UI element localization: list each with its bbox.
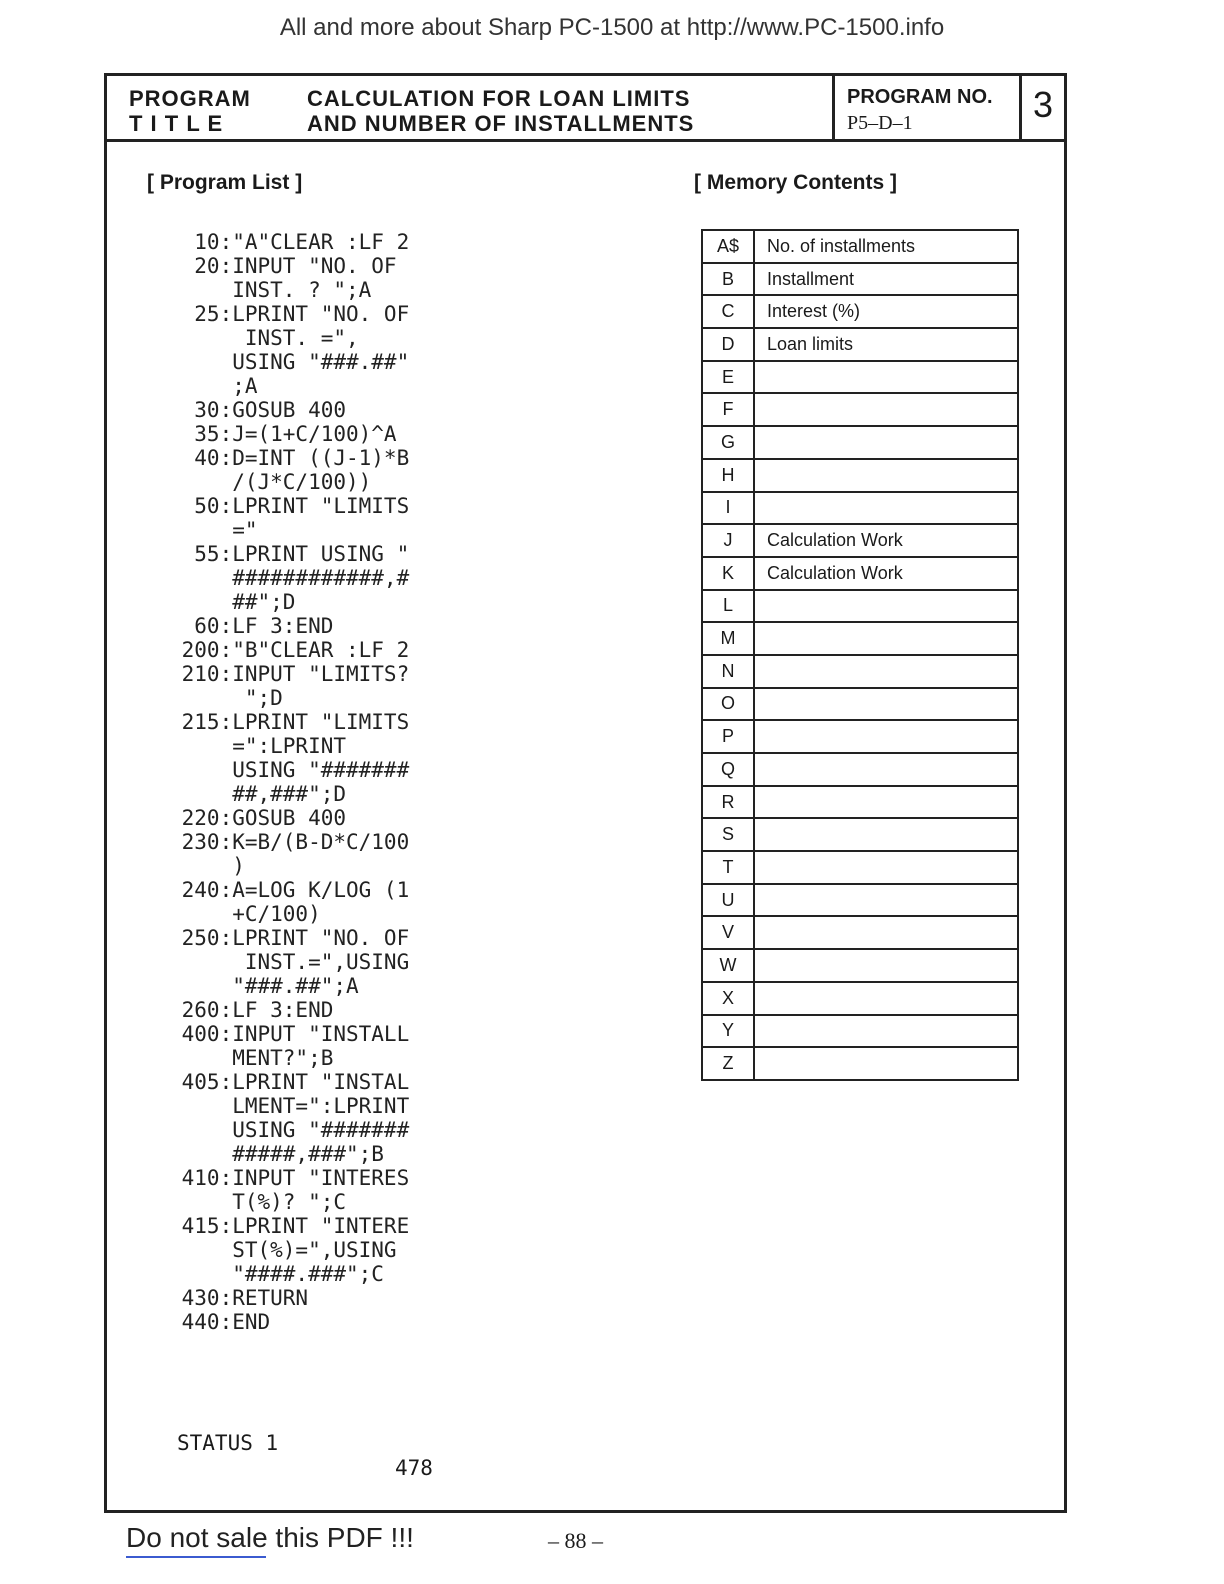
program-no-label: PROGRAM NO. <box>847 86 993 108</box>
program-sheet-frame <box>104 73 1067 1513</box>
memory-key: Z <box>702 1047 754 1080</box>
memory-row <box>702 1015 1018 1048</box>
code-line: 25:LPRINT "NO. OF <box>169 302 410 326</box>
program-title <box>307 86 694 136</box>
program-no-value: P5–D–1 <box>847 112 913 134</box>
code-line: 405:LPRINT "INSTAL <box>169 1070 410 1094</box>
code-line: "####.###";C <box>169 1262 384 1286</box>
code-line: USING "####### <box>169 758 410 782</box>
memory-key: Y <box>702 1015 754 1048</box>
memory-key: A$ <box>702 230 754 263</box>
memory-value <box>754 426 1018 459</box>
code-line: 40:D=INT ((J-1)*B <box>169 446 410 470</box>
code-line: =" <box>169 518 258 542</box>
code-line: ;A <box>169 374 258 398</box>
program-list-heading: [ Program List ] <box>147 171 303 194</box>
code-line: USING "####### <box>169 1118 410 1142</box>
memory-row <box>702 884 1018 917</box>
memory-row <box>702 818 1018 851</box>
memory-key: X <box>702 982 754 1015</box>
memory-row <box>702 851 1018 884</box>
code-line: T(%)? ";C <box>169 1190 347 1214</box>
memory-value <box>754 982 1018 1015</box>
code-line: ##";D <box>169 590 296 614</box>
memory-row <box>702 426 1018 459</box>
memory-value <box>754 459 1018 492</box>
code-line: 10:"A"CLEAR :LF 2 <box>169 230 410 254</box>
memory-value <box>754 884 1018 917</box>
code-line: ############,# <box>169 566 410 590</box>
code-line: ) <box>169 854 245 878</box>
title-block <box>107 76 1064 142</box>
memory-row <box>702 557 1018 590</box>
memory-key: Q <box>702 753 754 786</box>
memory-key: S <box>702 818 754 851</box>
footer-underline <box>126 1556 266 1558</box>
memory-key: M <box>702 622 754 655</box>
code-line: INST. =", <box>169 326 359 350</box>
page-header-url: All and more about Sharp PC-1500 at http://www.PC-1500.info <box>279 14 945 41</box>
code-line: 200:"B"CLEAR :LF 2 <box>169 638 410 662</box>
memory-value <box>754 622 1018 655</box>
label-line-1: PROGRAM <box>129 86 251 111</box>
memory-key: D <box>702 328 754 361</box>
memory-value <box>754 1047 1018 1080</box>
memory-value <box>754 492 1018 525</box>
code-line: =":LPRINT <box>169 734 347 758</box>
memory-key: N <box>702 655 754 688</box>
memory-row <box>702 982 1018 1015</box>
memory-key: O <box>702 688 754 721</box>
memory-row <box>702 720 1018 753</box>
memory-row <box>702 295 1018 328</box>
code-line: ST(%)=",USING <box>169 1238 397 1262</box>
code-line: ";D <box>169 686 283 710</box>
memory-value <box>754 393 1018 426</box>
code-line: 410:INPUT "INTERES <box>169 1166 410 1190</box>
sheet-number: 3 <box>1032 84 1054 125</box>
memory-value: No. of installments <box>754 230 1018 263</box>
code-line: 440:END <box>169 1310 271 1334</box>
memory-value <box>754 916 1018 949</box>
memory-key: I <box>702 492 754 525</box>
code-line: 230:K=B/(B-D*C/100 <box>169 830 410 854</box>
memory-value <box>754 786 1018 819</box>
memory-value: Interest (%) <box>754 295 1018 328</box>
memory-row <box>702 688 1018 721</box>
code-line: 430:RETURN <box>169 1286 309 1310</box>
code-line: 35:J=(1+C/100)^A <box>169 422 397 446</box>
memory-key: G <box>702 426 754 459</box>
divider <box>832 76 835 139</box>
memory-value <box>754 720 1018 753</box>
memory-value: Calculation Work <box>754 524 1018 557</box>
memory-key: J <box>702 524 754 557</box>
status-line: STATUS 1 <box>177 1431 279 1455</box>
memory-row <box>702 328 1018 361</box>
memory-value: Installment <box>754 263 1018 296</box>
memory-row <box>702 786 1018 819</box>
memory-row <box>702 524 1018 557</box>
memory-row <box>702 263 1018 296</box>
code-line: 215:LPRINT "LIMITS <box>169 710 410 734</box>
program-listing <box>169 230 409 1334</box>
memory-row <box>702 949 1018 982</box>
memory-row <box>702 361 1018 394</box>
memory-value <box>754 851 1018 884</box>
memory-value <box>754 590 1018 623</box>
memory-row <box>702 753 1018 786</box>
code-line: 240:A=LOG K/LOG (1 <box>169 878 410 902</box>
memory-key: H <box>702 459 754 492</box>
memory-value <box>754 655 1018 688</box>
code-line: #####,###";B <box>169 1142 384 1166</box>
memory-key: P <box>702 720 754 753</box>
memory-value: Calculation Work <box>754 557 1018 590</box>
memory-value <box>754 688 1018 721</box>
memory-contents-heading: [ Memory Contents ] <box>694 171 898 194</box>
code-line: 250:LPRINT "NO. OF <box>169 926 410 950</box>
code-line: 30:GOSUB 400 <box>169 398 347 422</box>
memory-key: K <box>702 557 754 590</box>
code-line: 220:GOSUB 400 <box>169 806 347 830</box>
code-line: 400:INPUT "INSTALL <box>169 1022 410 1046</box>
memory-value <box>754 949 1018 982</box>
title-line-1: CALCULATION FOR LOAN LIMITS <box>307 86 691 111</box>
code-line: 20:INPUT "NO. OF <box>169 254 397 278</box>
code-line: 210:INPUT "LIMITS? <box>169 662 410 686</box>
memory-value <box>754 818 1018 851</box>
code-line: LMENT=":LPRINT <box>169 1094 410 1118</box>
code-line: MENT?";B <box>169 1046 334 1070</box>
memory-key: R <box>702 786 754 819</box>
memory-row <box>702 655 1018 688</box>
status-bytes: 478 <box>395 1456 433 1480</box>
code-line: 60:LF 3:END <box>169 614 334 638</box>
memory-value <box>754 361 1018 394</box>
code-line: INST. ? ";A <box>169 278 372 302</box>
code-line: +C/100) <box>169 902 321 926</box>
code-line: 50:LPRINT "LIMITS <box>169 494 410 518</box>
title-line-2: AND NUMBER OF INSTALLMENTS <box>307 111 695 136</box>
code-line: USING "###.##" <box>169 350 410 374</box>
code-line: "###.##";A <box>169 974 359 998</box>
footer-note: Do not sale this PDF !!! <box>126 1522 414 1553</box>
memory-key: T <box>702 851 754 884</box>
memory-key: B <box>702 263 754 296</box>
memory-row <box>702 622 1018 655</box>
memory-key: L <box>702 590 754 623</box>
memory-row <box>702 916 1018 949</box>
code-line: /(J*C/100)) <box>169 470 372 494</box>
memory-key: W <box>702 949 754 982</box>
memory-key: E <box>702 361 754 394</box>
memory-value <box>754 753 1018 786</box>
memory-key: U <box>702 884 754 917</box>
memory-row <box>702 230 1018 263</box>
code-line: ##,###";D <box>169 782 347 806</box>
memory-row <box>702 393 1018 426</box>
memory-row <box>702 590 1018 623</box>
page-number: – 88 – <box>548 1528 603 1553</box>
memory-value <box>754 1015 1018 1048</box>
memory-key: F <box>702 393 754 426</box>
code-line: 415:LPRINT "INTERE <box>169 1214 410 1238</box>
memory-value: Loan limits <box>754 328 1018 361</box>
memory-table <box>701 229 1019 1081</box>
memory-row <box>702 492 1018 525</box>
memory-row <box>702 459 1018 492</box>
code-line: 260:LF 3:END <box>169 998 334 1022</box>
code-line: INST.=",USING <box>169 950 410 974</box>
label-line-2: T I T L E <box>129 111 224 136</box>
code-line: 55:LPRINT USING " <box>169 542 410 566</box>
memory-key: V <box>702 916 754 949</box>
memory-key: C <box>702 295 754 328</box>
program-title-label <box>129 86 251 136</box>
memory-row <box>702 1047 1018 1080</box>
